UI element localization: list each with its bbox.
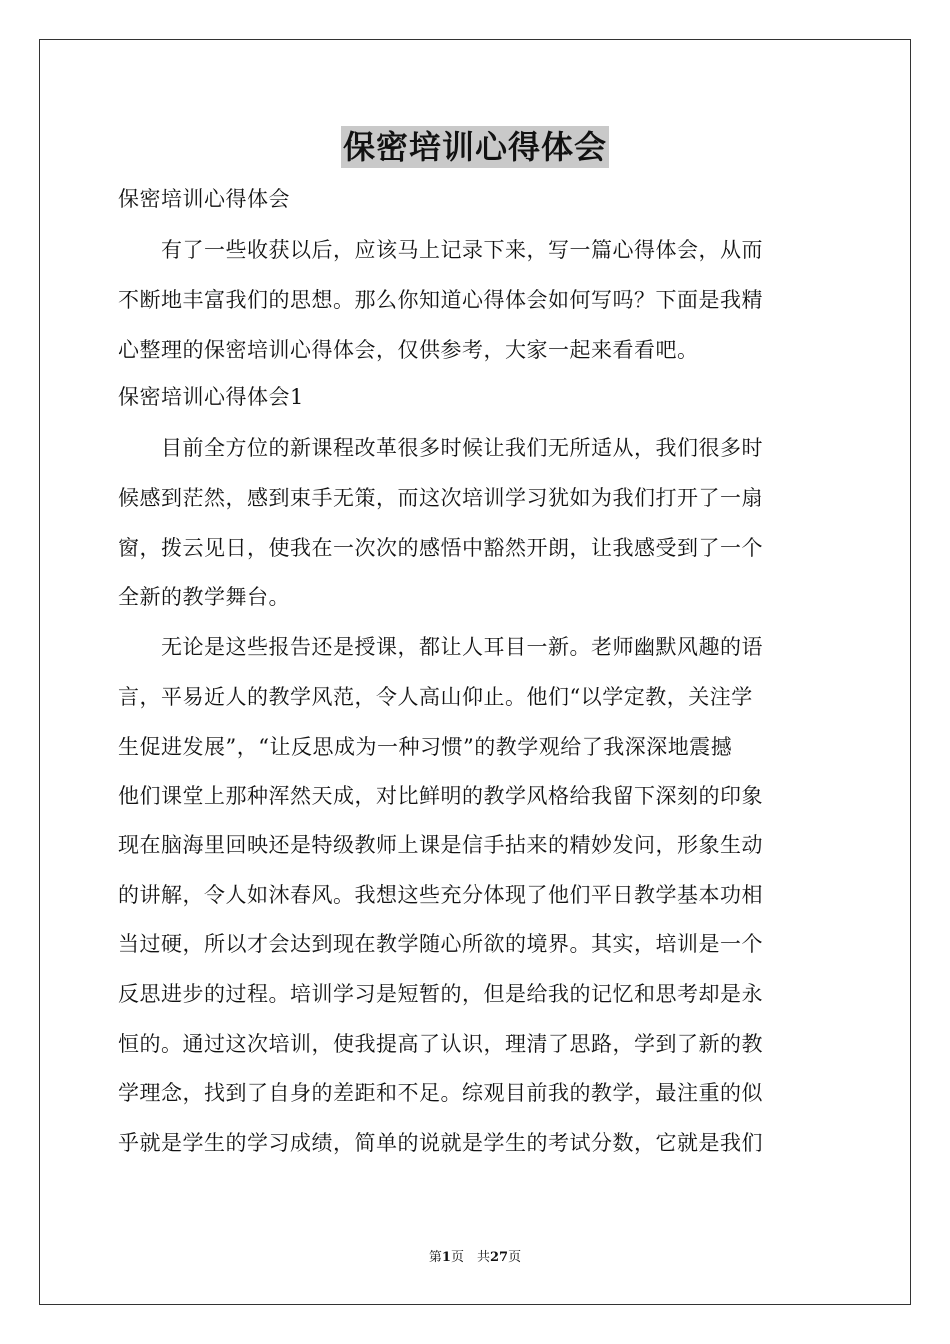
footer-suffix: 页 xyxy=(508,1250,522,1265)
footer-page-number: 1 xyxy=(441,1250,451,1265)
para2-line: 反思进步的过程。培训学习是短暂的，但是给我的记忆和思考却是永 xyxy=(118,982,763,1006)
para2-line: 学理念，找到了自身的差距和不足。综观目前我的教学，最注重的似 xyxy=(118,1081,763,1105)
footer-page-total: 27 xyxy=(489,1250,509,1265)
footer-mid: 页 共 xyxy=(450,1250,490,1265)
page-border xyxy=(39,39,911,1305)
para2-line: 现在脑海里回映还是特级教师上课是信手拈来的精妙发问，形象生动 xyxy=(118,833,763,857)
para2-line: 生促进发展”，“让反思成为一种习惯”的教学观给了我深深地震撼 xyxy=(118,735,733,759)
footer-prefix: 第 xyxy=(428,1250,442,1265)
para2-line: 乎就是学生的学习成绩，简单的说就是学生的考试分数，它就是我们 xyxy=(118,1131,763,1155)
para2-line: 无论是这些报告还是授课，都让人耳目一新。老师幽默风趣的语 xyxy=(118,635,763,659)
para1-line: 目前全方位的新课程改革很多时候让我们无所适从，我们很多时 xyxy=(118,436,763,460)
para2-line: 言，平易近人的教学风范，令人高山仰止。他们“以学定教，关注学 xyxy=(118,685,753,709)
para1-line: 窗，拨云见日，使我在一次次的感悟中豁然开朗，让我感受到了一个 xyxy=(118,536,763,560)
para2-line: 的讲解，令人如沐春风。我想这些充分体现了他们平日教学基本功相 xyxy=(118,883,763,907)
intro-line: 不断地丰富我们的思想。那么你知道心得体会如何写吗？下面是我精 xyxy=(118,288,763,312)
page-footer xyxy=(0,1246,950,1265)
intro-line: 心整理的保密培训心得体会，仅供参考，大家一起来看看吧。 xyxy=(118,338,699,362)
subtitle: 保密培训心得体会 xyxy=(118,187,290,211)
para2-line: 他们课堂上那种浑然天成，对比鲜明的教学风格给我留下深刻的印象 xyxy=(118,784,763,808)
para2-line: 恒的。通过这次培训，使我提高了认识，理清了思路，学到了新的教 xyxy=(118,1032,763,1056)
para2-line: 当过硬，所以才会达到现在教学随心所欲的境界。其实，培训是一个 xyxy=(118,932,763,956)
section-heading: 保密培训心得体会1 xyxy=(118,385,304,409)
document-title: 保密培训心得体会 xyxy=(342,128,607,166)
title-wrap xyxy=(0,126,950,168)
para1-line: 全新的教学舞台。 xyxy=(118,585,290,609)
intro-line: 有了一些收获以后，应该马上记录下来，写一篇心得体会，从而 xyxy=(118,238,763,262)
para1-line: 候感到茫然，感到束手无策，而这次培训学习犹如为我们打开了一扇 xyxy=(118,486,763,510)
